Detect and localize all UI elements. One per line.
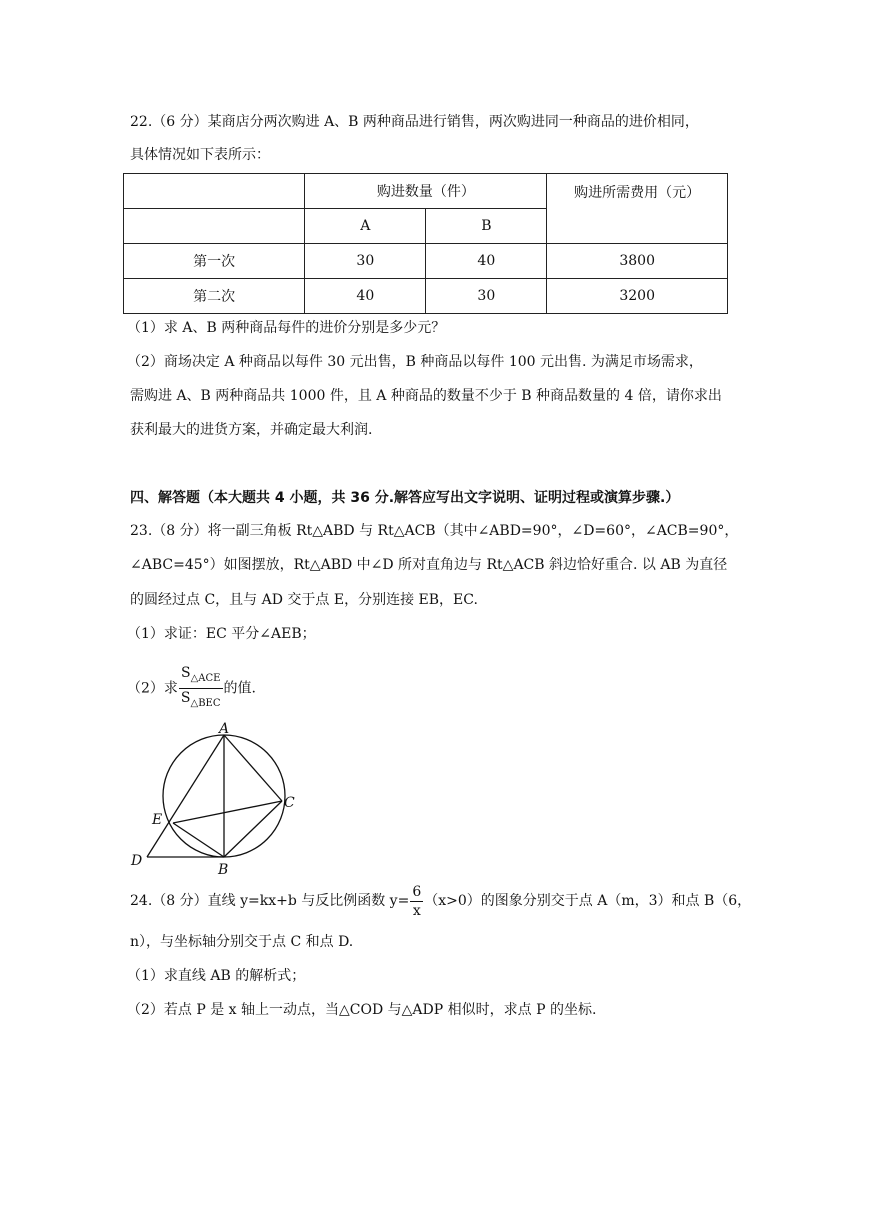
numerator-subscript: △ACE <box>190 672 221 684</box>
segment-ad <box>147 735 224 857</box>
table-header-blank <box>124 174 305 209</box>
q23-text-line1: 23.（8 分）将一副三角板 Rt△ABD 与 Rt△ACB（其中∠ABD=90°，∠D=60°，∠ACB=90°， <box>130 523 739 539</box>
label-c: C <box>284 795 295 811</box>
q22-text-line2: 具体情况如下表所示： <box>130 147 270 163</box>
fraction-numerator: S <box>180 665 191 681</box>
q22-part2-line2: 需购进 A、B 两种商品共 1000 件，且 A 种商品的数量不少于 B 种商品数量的 4 倍，请你求出 <box>130 388 722 404</box>
table-row <box>124 279 728 314</box>
label-e: E <box>152 812 163 828</box>
q22-text-line1: 22.（6 分）某商店分两次购进 A、B 两种商品进行销售，两次购进同一种商品的进价相同， <box>130 114 699 130</box>
q23-part2-suffix: 的值. <box>223 680 256 697</box>
q22-part2-line1: （2）商场决定 A 种商品以每件 30 元出售，B 种商品以每件 100 元出售. 为满足市场需求， <box>127 354 703 370</box>
q24-part1: （1）求直线 AB 的解析式； <box>127 968 306 984</box>
row-b-qty: 30 <box>426 279 547 314</box>
row-cost: 3200 <box>547 279 728 314</box>
row-label: 第一次 <box>124 244 305 279</box>
row-a-qty: 30 <box>305 244 426 279</box>
fraction-numerator: 6 <box>412 883 422 900</box>
q23-part1: （1）求证：EC 平分∠AEB； <box>127 626 316 642</box>
table-col-b: B <box>426 209 547 244</box>
q24-line1-b: （x>0）的图象分别交于点 A（m，3）和点 B（6， <box>424 893 752 909</box>
q24-part2: （2）若点 P 是 x 轴上一动点，当△COD 与△ADP 相似时，求点 P 的坐标. <box>127 1002 597 1018</box>
label-b: B <box>218 862 229 878</box>
q24-text-line2: n），与坐标轴分别交于点 C 和点 D. <box>130 934 354 950</box>
row-cost: 3800 <box>547 244 728 279</box>
q23-text-line3: 的圆经过点 C，且与 AD 交于点 E，分别连接 EB，EC. <box>130 592 478 608</box>
q22-part1: （1）求 A、B 两种商品每件的进价分别是多少元？ <box>127 320 446 336</box>
table-header-quantity: 购进数量（件） <box>305 174 547 209</box>
q23-part2-prefix: （2）求 <box>127 680 178 697</box>
segment-ec <box>173 801 282 823</box>
geometry-figure <box>125 718 315 880</box>
denominator-subscript: △BEC <box>190 697 221 709</box>
area-ratio-fraction <box>179 664 223 713</box>
label-d: D <box>131 853 143 869</box>
row-b-qty: 40 <box>426 244 547 279</box>
segment-ac <box>224 735 282 801</box>
q23-part2 <box>127 664 256 713</box>
row-label: 第二次 <box>124 279 305 314</box>
table-row <box>124 244 728 279</box>
q24-line1-a: 24.（8 分）直线 y=kx+b 与反比例函数 y= <box>130 893 410 909</box>
table-col-a: A <box>305 209 426 244</box>
section-heading: 四、解答题（本大题共 4 小题，共 36 分.解答应写出文字说明、证明过程或演算步骤.） <box>130 490 680 506</box>
label-a: A <box>219 721 230 737</box>
fraction-denominator: x <box>412 902 421 919</box>
table-subheader-blank <box>124 209 305 244</box>
q22-part2-line3: 获利最大的进货方案，并确定最大利润. <box>130 422 373 438</box>
purchase-table <box>123 173 728 314</box>
q23-text-line2: ∠ABC=45°）如图摆放，Rt△ABD 中∠D 所对直角边与 Rt△ACB 斜边恰好重合. 以 AB 为直径 <box>130 557 728 573</box>
table-header-cost: 购进所需费用（元） <box>547 174 728 244</box>
segment-cb <box>224 801 282 857</box>
row-a-qty: 40 <box>305 279 426 314</box>
inverse-function-fraction <box>410 883 423 920</box>
fraction-denominator: S <box>180 689 191 706</box>
q24-text-line1 <box>130 881 751 921</box>
